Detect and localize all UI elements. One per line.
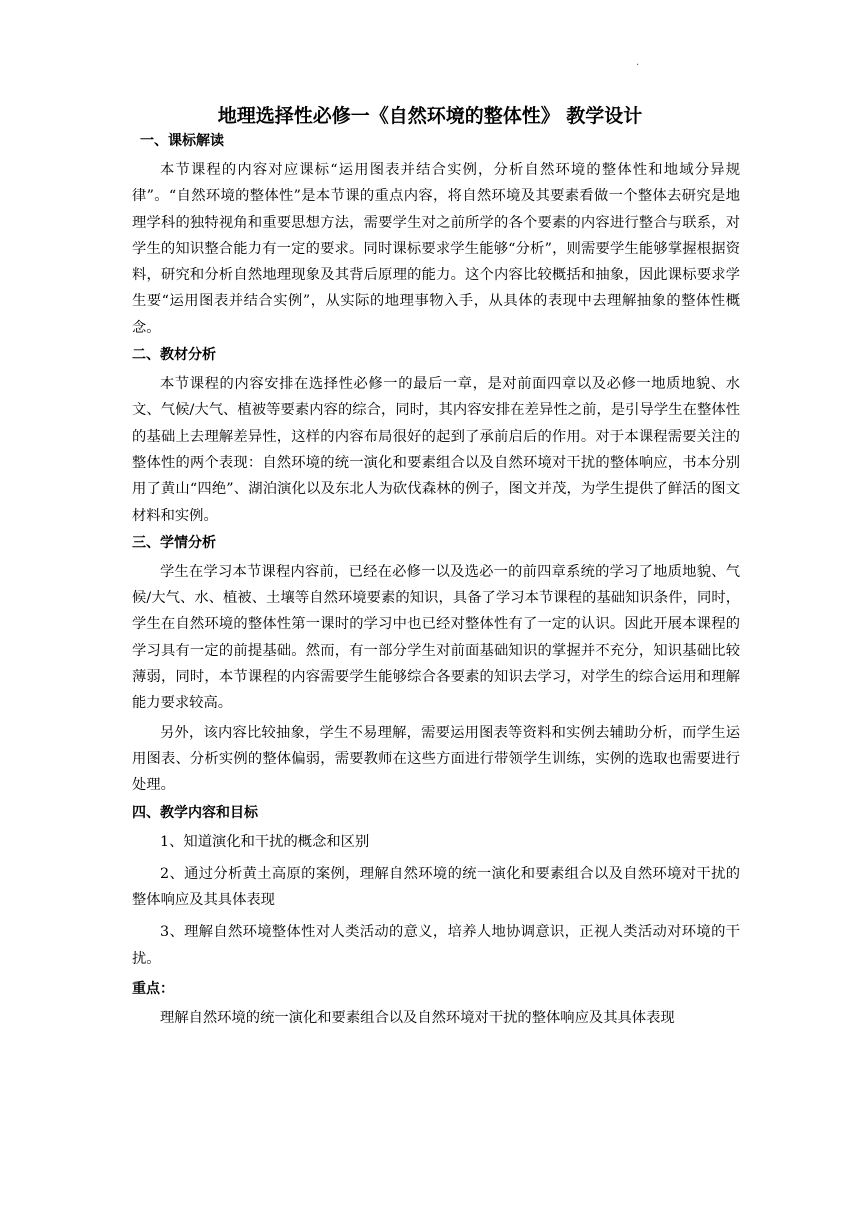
document-body — [132, 130, 740, 1034]
paragraph: 本节课程的内容安排在选择性必修一的最后一章，是对前面四章以及必修一地质地貌、水文、气候/大气、植被等要素内容的综合，同时，其内容安排在差异性之前，是引导学生在整体性的基础上去理解差异性，这样的内容布局很好的起到了承前启后的作用。对于本课程需要关注的整体性的两个表现：自然环境的统一演化和要素组合以及自然环境对干扰的整体响应，书本分别用了黄山“四绝”、湖泊演化以及东北人为砍伐森林的例子，图文并茂，为学生提供了鲜活的图文材料和实例。 — [132, 376, 740, 524]
list-item: 2、通过分析黄土高原的案例，理解自然环境的统一演化和要素组合以及自然环境对干扰的整体响应及其具体表现 — [132, 865, 740, 909]
section-heading: 三、学情分析 — [132, 534, 216, 551]
list-item: 3、理解自然环境整体性对人类活动的意义，培养人地协调意识，正视人类活动对环境的干扰。 — [132, 924, 740, 967]
section-textbook-analysis — [132, 344, 740, 529]
document-title: 地理选择性必修一《自然环境的整体性》 教学设计 — [217, 105, 643, 127]
paragraph: 另外，该内容比较抽象，学生不易理解，需要运用图表等资料和实例去辅助分析，而学生运用图表、分析实例的整体偏弱，需要教师在这些方面进行带领学生训练，实例的选取也需要进行处理。 — [132, 724, 740, 794]
section-teaching-objectives — [132, 802, 740, 972]
paragraph: 理解自然环境的统一演化和要素组合以及自然环境对干扰的整体响应及其具体表现 — [160, 1010, 675, 1027]
section-curriculum-standard — [132, 130, 740, 341]
section-heading: 四、教学内容和目标 — [132, 804, 258, 821]
page-marker: . — [636, 57, 640, 68]
paragraph: 本节课程的内容对应课标“运用图表并结合实例，分析自然环境的整体性和地域分异规律”。“自然环境的整体性”是本节课的重点内容，将自然环境及其要素看做一个整体去研究是地理学科的独特视角和重要思想方法，需要学生对之前所学的各个要素的内容进行整合与联系，对学生的知识整合能力有一定的要求。同时课标要求学生能够“分析”，则需要学生能够掌握根据资料，研究和分析自然地理现象及其背后原理的能力。这个内容比较概括和抽象，因此课标要求学生要“运用图表并结合实例”，从实际的地理事物入手，从具体的表现中去理解抽象的整体性概念。 — [132, 162, 740, 336]
section-student-analysis — [132, 532, 740, 799]
paragraph: 学生在学习本节课程内容前，已经在必修一以及选必一的前四章系统的学习了地质地貌、气候/大气、水、植被、土壤等自然环境要素的知识，具备了学习本节课程的基础知识条件，同时，学生在自然环境的整体性第一课时的学习中也已经对整体性有了一定的认识。因此开展本课程的学习具有一定的前提基础。然而，有一部分学生对前面基础知识的掌握并不充分，知识基础比较薄弱，同时，本节课程的内容需要学生能够综合各要素的知识去学习，对学生的综合运用和理解能力要求较高。 — [132, 563, 740, 712]
section-heading: 一、课标解读 — [140, 133, 224, 149]
section-heading: 重点： — [132, 981, 174, 998]
section-key-points — [132, 978, 740, 1031]
section-heading: 二、教材分析 — [132, 347, 216, 364]
list-item: 1、知道演化和干扰的概念和区别 — [160, 833, 370, 850]
